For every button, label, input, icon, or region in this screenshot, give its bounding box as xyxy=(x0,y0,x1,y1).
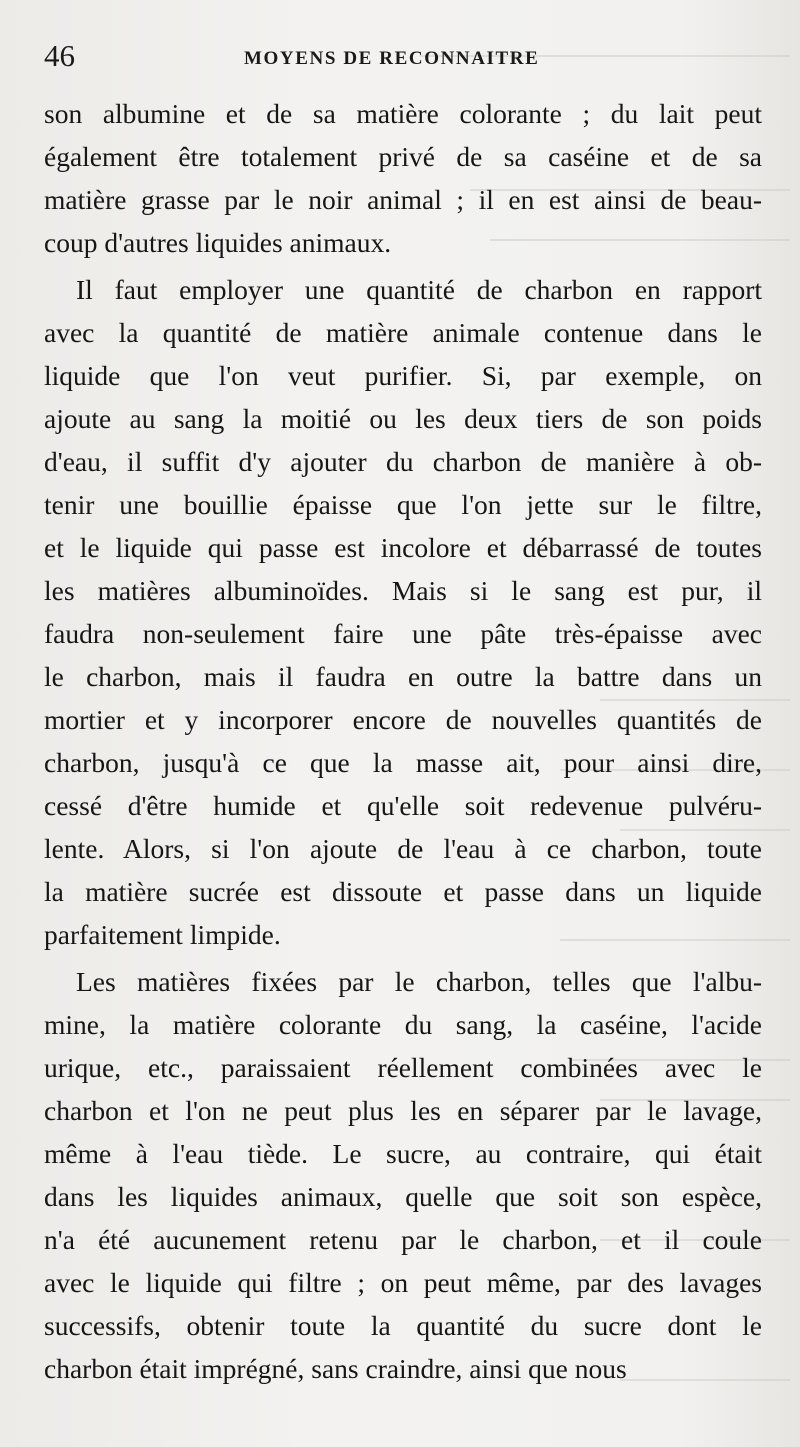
text-line: charbon, jusqu'à ce que la masse ait, pour ainsi dire, xyxy=(44,747,762,778)
running-head: MOYENS DE RECONNAITRE xyxy=(244,48,540,69)
body-text xyxy=(44,92,762,1390)
text-line: parfaitement limpide. xyxy=(44,919,281,950)
paragraph xyxy=(44,92,762,264)
text-line: urique, etc., paraissaient réellement combinées avec le xyxy=(44,1052,762,1083)
text-line: mine, la matière colorante du sang, la caséine, l'acide xyxy=(44,1009,762,1040)
text-line: avec la quantité de matière animale contenue dans le xyxy=(44,317,762,348)
page-number: 46 xyxy=(44,38,75,73)
text-line: faudra non-seulement faire une pâte très-épaisse avec xyxy=(44,618,762,649)
text-line: matière grasse par le noir animal ; il en est ainsi de beau- xyxy=(44,184,762,215)
text-line: son albumine et de sa matière colorante ; du lait peut xyxy=(44,98,762,129)
text-line: cessé d'être humide et qu'elle soit redevenue pulvéru- xyxy=(44,790,762,821)
text-line: charbon et l'on ne peut plus les en séparer par le lavage, xyxy=(44,1095,762,1126)
text-line: ajoute au sang la moitié ou les deux tiers de son poids xyxy=(44,403,762,434)
text-line: même à l'eau tiède. Le sucre, au contraire, qui était xyxy=(44,1138,762,1169)
text-line: également être totalement privé de sa caséine et de sa xyxy=(44,141,762,172)
page-header xyxy=(44,36,764,80)
text-line: mortier et y incorporer encore de nouvelles quantités de xyxy=(44,704,762,735)
text-line: avec le liquide qui filtre ; on peut même, par des lavages xyxy=(44,1267,762,1298)
text-line: liquide que l'on veut purifier. Si, par exemple, on xyxy=(44,360,762,391)
text-line: Il faut employer une quantité de charbon en rapport xyxy=(76,274,762,305)
text-line: n'a été aucunement retenu par le charbon, et il coule xyxy=(44,1224,762,1255)
text-line: la matière sucrée est dissoute et passe dans un liquide xyxy=(44,876,762,907)
text-line: tenir une bouillie épaisse que l'on jette sur le filtre, xyxy=(44,489,762,520)
text-line: dans les liquides animaux, quelle que soit son espèce, xyxy=(44,1181,762,1212)
text-line: d'eau, il suffit d'y ajouter du charbon de manière à ob- xyxy=(44,446,762,477)
text-line: successifs, obtenir toute la quantité du sucre dont le xyxy=(44,1310,762,1341)
text-line: charbon était imprégné, sans craindre, ainsi que nous xyxy=(44,1353,627,1384)
text-line: les matières albuminoïdes. Mais si le sang est pur, il xyxy=(44,575,762,606)
text-line: coup d'autres liquides animaux. xyxy=(44,227,392,258)
paragraph xyxy=(44,960,762,1390)
text-line: lente. Alors, si l'on ajoute de l'eau à ce charbon, toute xyxy=(44,833,762,864)
text-line: Les matières fixées par le charbon, telles que l'albu- xyxy=(76,966,762,997)
paragraph xyxy=(44,268,762,956)
text-line: le charbon, mais il faudra en outre la battre dans un xyxy=(44,661,762,692)
text-line: et le liquide qui passe est incolore et débarrassé de toutes xyxy=(44,532,762,563)
